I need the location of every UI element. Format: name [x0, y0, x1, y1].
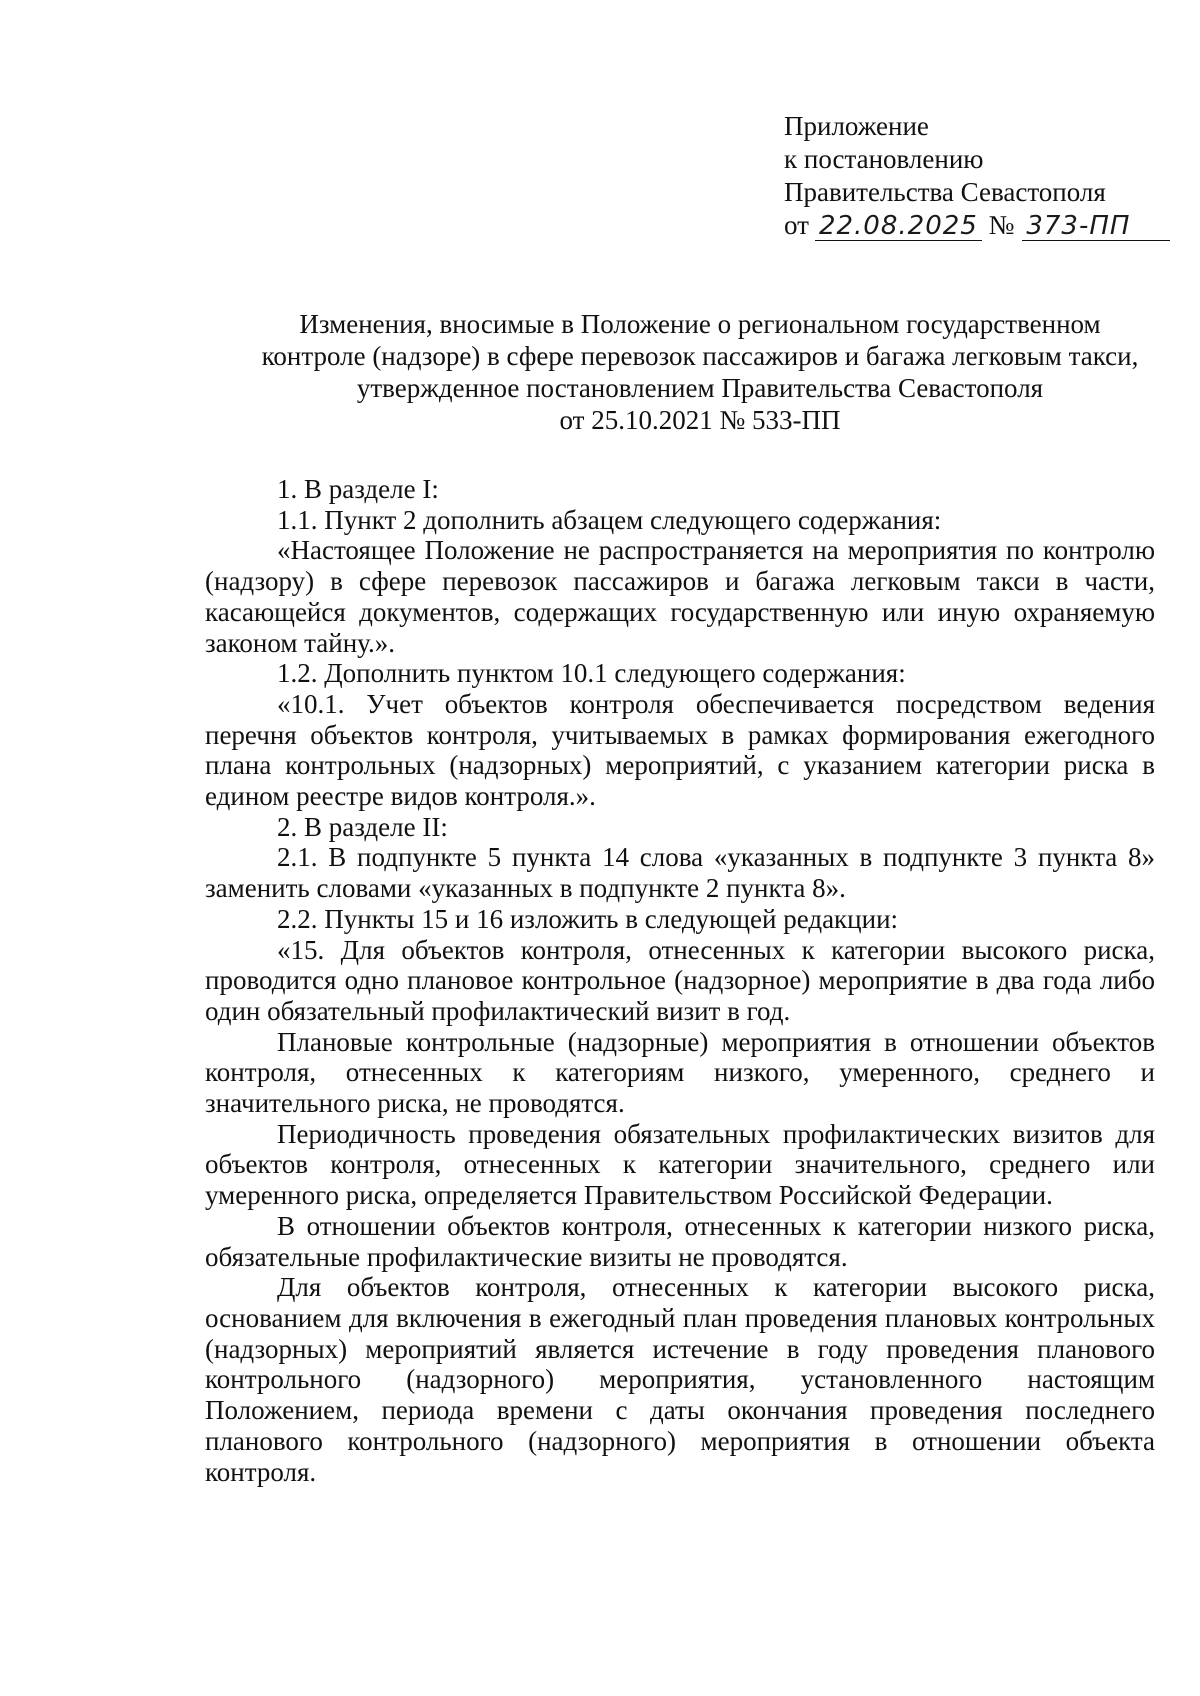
- title-line: Изменения, вносимые в Положение о региональном государственном: [299, 309, 1101, 339]
- paragraph: «10.1. Учет объектов контроля обеспечивается посредством ведения перечня объектов контроля, учитываемых в рамках формирования ежегодного плана контрольных (надзорных) мероприятий, с указанием категории риска в едином реестре видов контроля.».: [205, 688, 1155, 812]
- paragraph: 1. В разделе I:: [277, 474, 439, 504]
- date-prefix: от: [784, 210, 809, 240]
- attachment-date-line: [784, 209, 1170, 242]
- paragraph: 2.1. В подпункте 5 пункта 14 слова «указанных в подпункте 3 пункта 8» заменить словами «указанных в подпункте 2 пункта 8».: [205, 842, 1155, 904]
- paragraph: В отношении объектов контроля, отнесенных к категории низкого риска, обязательные профилактические визиты не проводятся.: [205, 1210, 1155, 1272]
- title-line: контроле (надзоре) в сфере перевозок пассажиров и багажа легковым такси,: [261, 341, 1139, 371]
- paragraph: 2. В разделе II:: [277, 811, 448, 842]
- handwritten-number: 373-ПП: [1022, 212, 1170, 241]
- paragraph: «Настоящее Положение не распространяется на мероприятия по контролю (надзору) в сфере перевозок пассажиров и багажа легковым такси в части, касающейся документов, содержащих государственную или иную охраняемую законом тайну.».: [205, 535, 1155, 658]
- attachment-title: Приложение: [784, 111, 929, 141]
- document-title: [200, 308, 1200, 436]
- paragraph: 2.2. Пункты 15 и 16 изложить в следующей редакции:: [277, 903, 899, 934]
- document-body: [205, 474, 1155, 1487]
- paragraph: 1.2. Дополнить пунктом 10.1 следующего содержания:: [277, 658, 906, 689]
- paragraph: Плановые контрольные (надзорные) мероприятия в отношении объектов контроля, отнесенных к категориям низкого, умеренного, среднего и значительного риска, не проводятся.: [205, 1026, 1155, 1119]
- paragraph: Периодичность проведения обязательных профилактических визитов для объектов контроля, отнесенных к категории значительного, среднего или умеренного риска, определяется Правительством Российской Федерации.: [205, 1118, 1155, 1211]
- attachment-to-resolution: к постановлению: [784, 144, 984, 174]
- paragraph: 1.1. Пункт 2 дополнить абзацем следующего содержания:: [277, 504, 942, 535]
- paragraph: «15. Для объектов контроля, отнесенных к категории высокого риска, проводится одно плановое контрольное (надзорное) мероприятие в два года либо один обязательный профилактический визит в год.: [205, 934, 1155, 1026]
- attachment-block: [784, 110, 1170, 242]
- title-line: утвержденное постановлением Правительства Севастополя: [356, 373, 1044, 403]
- number-prefix: №: [988, 210, 1015, 240]
- title-line: от 25.10.2021 № 533-ПП: [559, 405, 841, 435]
- handwritten-date: 22.08.2025: [815, 212, 982, 241]
- paragraph: Для объектов контроля, отнесенных к категории высокого риска, основанием для включения в ежегодный план проведения плановых контрольных (надзорных) мероприятий является истечение в году проведения планового контрольного (надзорного) мероприятия, установленного настоящим Положением, периода времени с даты окончания проведения последнего планового контрольного (надзорного) мероприятия в отношении объекта контроля.: [205, 1272, 1155, 1487]
- attachment-government: Правительства Севастополя: [784, 177, 1106, 207]
